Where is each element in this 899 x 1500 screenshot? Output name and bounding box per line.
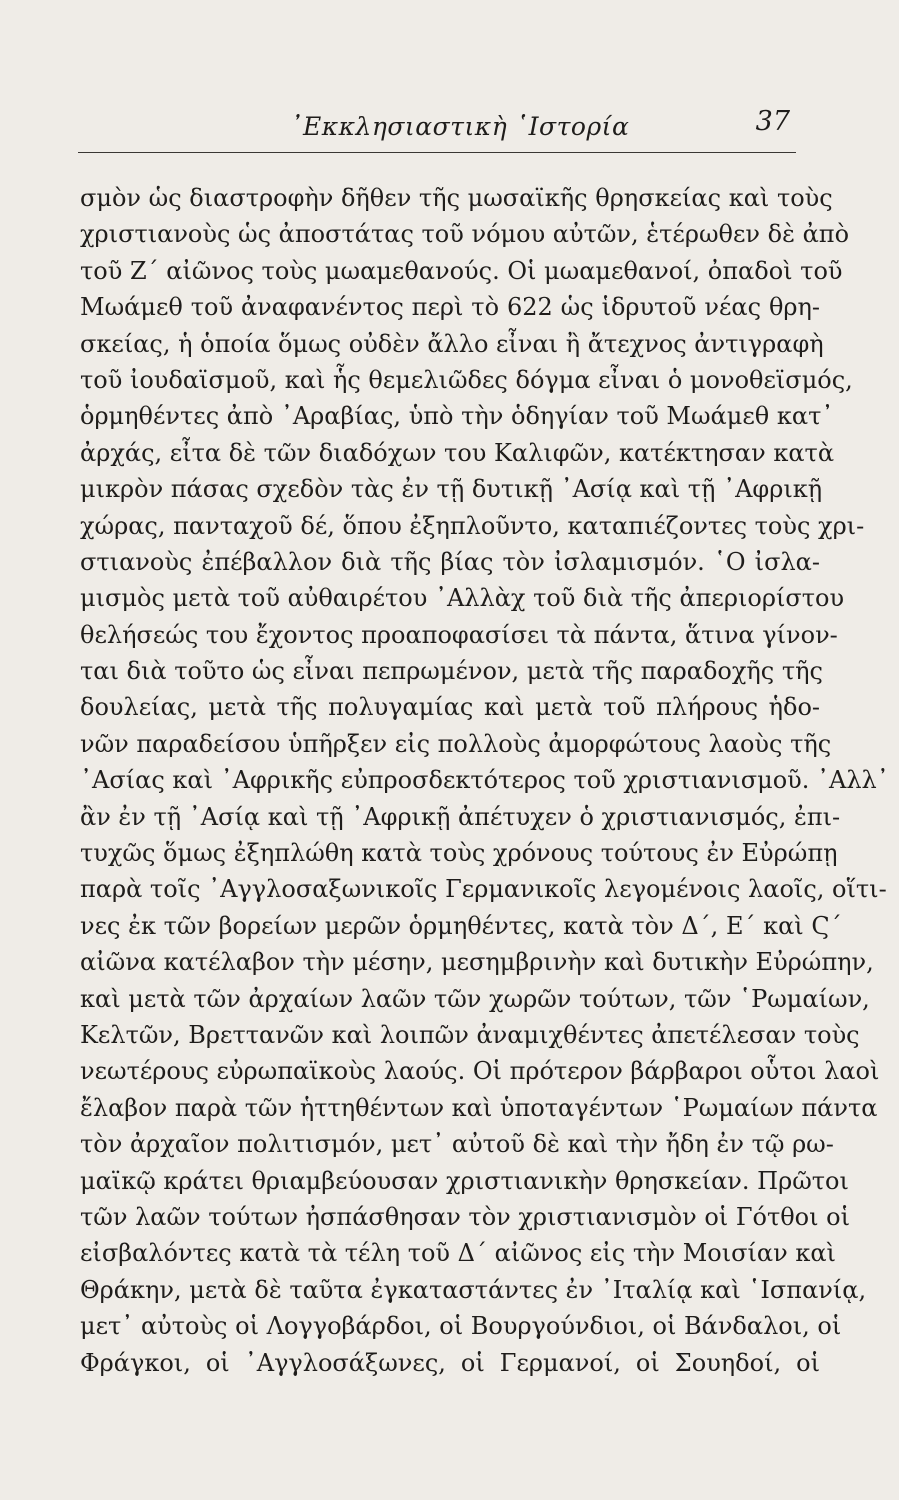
text-line: παρὰ τοῖς ᾿Αγγλοσαξωνικοῖς Γερμανικοῖς λεγομένοις λαοῖς, οἵτι- (80, 875, 887, 904)
text-line: νῶν παραδείσου ὑπῆρξεν εἰς πολλοὺς ἀμορφώτους λαοὺς τῆς (80, 729, 832, 758)
text-line: εἰσβαλόντες κατὰ τὰ τέλη τοῦ Δ΄ αἰῶνος εἰς τὴν Μοισίαν καὶ (80, 1239, 836, 1268)
text-line: ἔλαβον παρὰ τῶν ἡττηθέντων καὶ ὑποταγέντων ῾Ρωμαίων πάντα (80, 1093, 878, 1122)
text-line: τὸν ἀρχαῖον πολιτισμόν, μετ᾿ αὐτοῦ δὲ καὶ τὴν ἤδη ἐν τῷ ρω- (80, 1130, 834, 1159)
text-line: χώρας, πανταχοῦ δέ, ὅπου ἐξηπλοῦντο, καταπιέζοντες τοὺς χρι- (80, 511, 865, 540)
text-line: μισμὸς μετὰ τοῦ αὐθαιρέτου ᾿Αλλὰχ τοῦ διὰ τῆς ἀπεριορίστου (80, 584, 845, 613)
text-line: νες ἐκ τῶν βορείων μερῶν ὁρμηθέντες, κατὰ τὸν Δ΄, Ε΄ καὶ Ϛ΄ (80, 911, 842, 940)
header-rule (78, 152, 796, 153)
text-line: καὶ μετὰ τῶν ἀρχαίων λαῶν τῶν χωρῶν τούτων, τῶν ῾Ρωμαίων, (80, 984, 870, 1013)
text-line: τῶν λαῶν τούτων ἠσπάσθησαν τὸν χριστιανισμὸν οἱ Γότθοι οἱ (80, 1202, 851, 1231)
text-line: Φράγκοι, οἱ ᾿Αγγλοσάξωνες, οἱ Γερμανοί, οἱ Σουηδοί, οἱ (80, 1348, 820, 1377)
body-text (80, 180, 889, 1381)
text-line: ται διὰ τοῦτο ὡς εἶναι πεπρωμένον, μετὰ τῆς παραδοχῆς τῆς (80, 657, 823, 686)
page-number: 37 (755, 106, 790, 137)
text-line: στιανοὺς ἐπέβαλλον διὰ τῆς βίας τὸν ἰσλαμισμόν. ῾Ο ἰσλα- (80, 547, 820, 576)
text-line: νεωτέρους εὐρωπαϊκοὺς λαούς. Οἱ πρότερον βάρβαροι οὗτοι λαοὶ (80, 1057, 880, 1086)
text-line: ᾿Ασίας καὶ ᾿Αφρικῆς εὐπροσδεκτότερος τοῦ χριστιανισμοῦ. ᾿Αλλ᾿ (80, 766, 889, 795)
text-line: μικρὸν πάσας σχεδὸν τὰς ἐν τῇ δυτικῇ ᾿Ασίᾳ καὶ τῇ ᾿Αφρικῇ (80, 475, 823, 504)
page-header (78, 100, 796, 150)
text-line: χριστιανοὺς ὡς ἀποστάτας τοῦ νόμου αὐτῶν, ἑτέρωθεν δὲ ἀπὸ (80, 220, 850, 249)
text-line: σκείας, ἡ ὁποία ὅμως οὐδὲν ἄλλο εἶναι ἢ ἄτεχνος ἀντιγραφὴ (80, 329, 824, 358)
text-line: τοῦ ἰουδαϊσμοῦ, καὶ ἧς θεμελιῶδες δόγμα εἶναι ὁ μονοθεϊσμός, (80, 365, 853, 394)
text-line: δουλείας, μετὰ τῆς πολυγαμίας καὶ μετὰ τοῦ πλήρους ἡδο- (80, 693, 820, 722)
text-line: τοῦ Ζ΄ αἰῶνος τοὺς μωαμεθανούς. Οἱ μωαμεθανοί, ὀπαδοὶ τοῦ (80, 256, 843, 285)
text-line: Κελτῶν, Βρεττανῶν καὶ λοιπῶν ἀναμιχθέντες ἀπετέλεσαν τοὺς (80, 1020, 860, 1049)
text-line: μετ᾿ αὐτοὺς οἱ Λογγοβάρδοι, οἱ Βουργούνδιοι, οἱ Βάνδαλοι, οἱ (80, 1312, 842, 1341)
text-line: μαϊκῷ κράτει θριαμβεύουσαν χριστιανικὴν θρησκείαν. Πρῶτοι (80, 1166, 849, 1195)
text-line: τυχῶς ὅμως ἐξηπλώθη κατὰ τοὺς χρόνους τούτους ἐν Εὐρώπῃ (80, 839, 838, 868)
text-line: ὁρμηθέντες ἀπὸ ᾿Αραβίας, ὑπὸ τὴν ὁδηγίαν τοῦ Μωάμεθ κατ᾿ (80, 402, 834, 431)
text-line: Θράκην, μετὰ δὲ ταῦτα ἐγκαταστάντες ἐν ᾿Ιταλίᾳ καὶ ῾Ισπανίᾳ, (80, 1275, 867, 1304)
text-line: σμὸν ὡς διαστροφὴν δῆθεν τῆς μωσαϊκῆς θρησκείας καὶ τοὺς (80, 184, 833, 212)
text-line: θελήσεώς του ἔχοντος προαποφασίσει τὰ πάντα, ἅτινα γίνον- (80, 620, 838, 649)
text-line: ἂν ἐν τῇ ᾿Ασίᾳ καὶ τῇ ᾿Αφρικῇ ἀπέτυχεν ὁ χριστιανισμός, ἐπι- (80, 802, 841, 831)
text-line: αἰῶνα κατέλαβον τὴν μέσην, μεσημβρινὴν καὶ δυτικὴν Εὐρώπην, (80, 948, 874, 977)
running-title: ᾿Εκκλησιαστικὴ ῾Ιστορία (290, 112, 630, 141)
text-line: Μωάμεθ τοῦ ἀναφανέντος περὶ τὸ 622 ὡς ἱδρυτοῦ νέας θρη- (80, 293, 820, 322)
text-line: ἀρχάς, εἶτα δὲ τῶν διαδόχων του Καλιφῶν, κατέκτησαν κατὰ (80, 438, 835, 467)
